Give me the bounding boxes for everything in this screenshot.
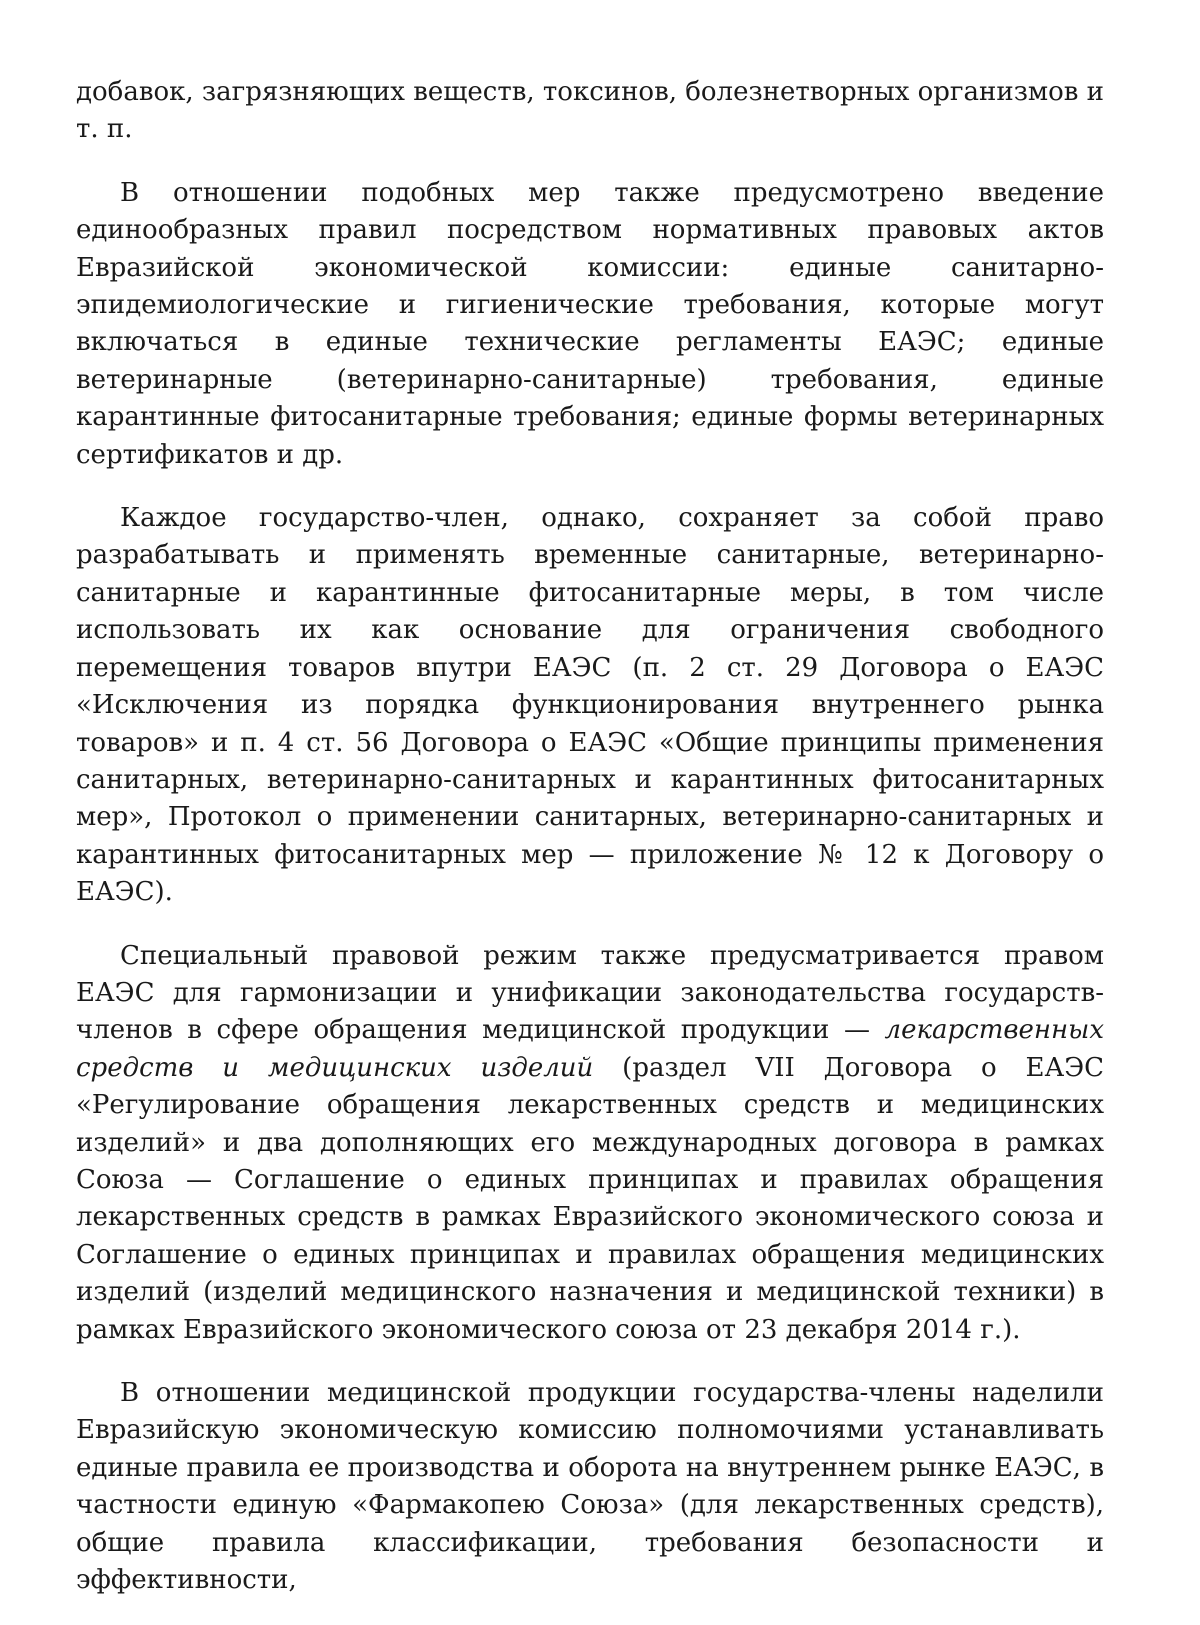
document-page xyxy=(76,74,1104,1625)
paragraph-4-text-after: (раздел VII Договора о ЕАЭС «Регулирование обращения лекарственных средств и медицинских изделий» и два дополняющих его международных договора в рамках Союза — Соглашение о единых принципах и правилах обращения лекарственных средств в рамках Евразийского экономического союза и Соглашение о единых принципах и правилах обращения медицинских изделий (изделий медицинского назначения и медицинской техники) в рамках Евразийского экономического союза от 23 декабря 2014 г.). xyxy=(76,1052,1104,1345)
paragraph-5: В отношении медицинской продукции государства-члены наделили Евразийскую экономическую комиссию полномочиями устанавливать единые правила ее производства и оборота на внутреннем рынке ЕАЭС, в частности единую «Фармакопею Союза» (для лекарственных средств), общие правила классификации, требования безопасности и эффективности, xyxy=(76,1378,1104,1596)
paragraph-4-italic-term: лекарственных средств и медицинских изделий xyxy=(76,1015,1104,1083)
paragraph-4 xyxy=(76,938,1104,1349)
paragraph-4-text-before: Специальный правовой режим также предусматривается правом ЕАЭС для гармонизации и унификации законодательства государств-членов в сфере обращения медицинской продукции — xyxy=(76,940,1104,1046)
paragraph-1: добавок, загрязняющих веществ, токсинов, болезнетворных организмов и т. п. xyxy=(76,77,1104,145)
paragraph-2: В отношении подобных мер также предусмотрено введение единообразных правил посредством нормативных правовых актов Евразийской экономической комиссии: единые санитарно-эпидемиологические и гигиенические требования, которые могут включаться в единые технические регламенты ЕАЭС; единые ветеринарные (ветеринарно-санитарные) требования, единые карантинные фитосанитарные требования; единые формы ветеринарных сертификатов и др. xyxy=(76,177,1104,470)
paragraph-3: Каждое государство-член, однако, сохраняет за собой право разрабатывать и применять временные санитарные, ветеринарно-санитарные и карантинные фитосанитарные меры, в том числе использовать их как основание для ограничения свободного перемещения товаров впутри ЕАЭС (п. 2 ст. 29 Договора о ЕАЭС «Исключения из порядка функционирования внутреннего рынка товаров» и п. 4 ст. 56 Договора о ЕАЭС «Общие принципы применения санитарных, ветеринарно-санитарных и карантинных фитосанитарных мер», Протокол о применении санитарных, ветеринарно-санитарных и карантинных фитосанитарных мер — приложение № 12 к Договору о ЕАЭС). xyxy=(76,503,1104,908)
